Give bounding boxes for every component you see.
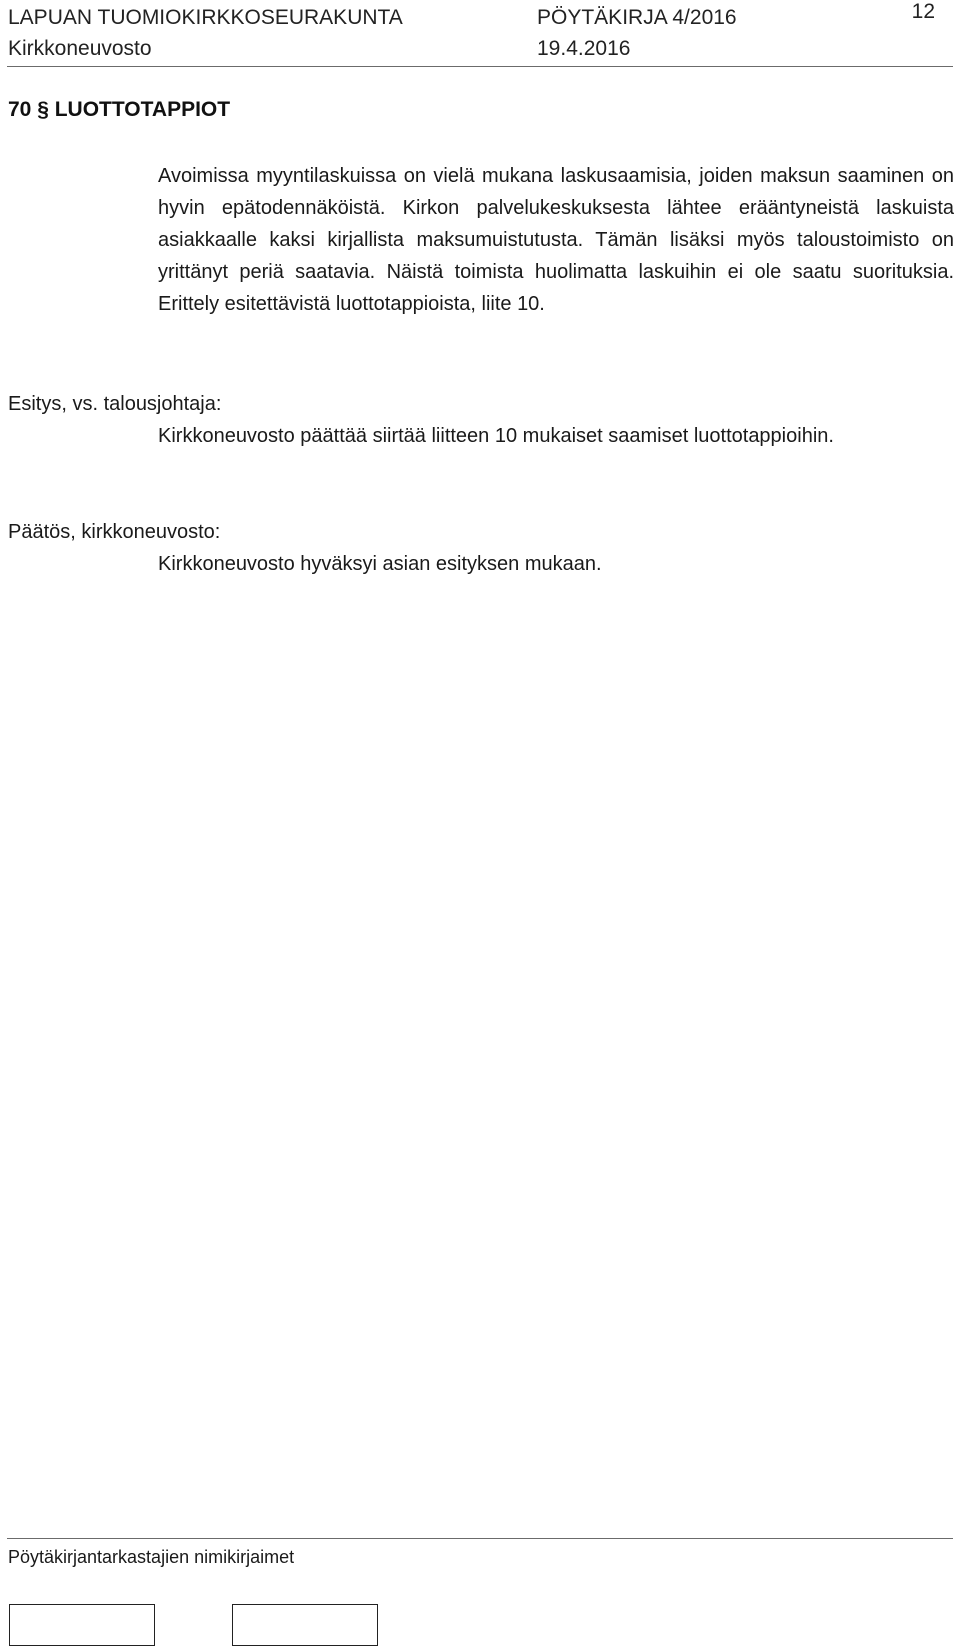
intro-paragraph: Avoimissa myyntilaskuissa on vielä mukana laskusaamisia, joiden maksun saaminen on hyvin epätodennäköistä. Kirkon palvelukeskuksesta lähtee erääntyneistä laskuista asiakkaalle kaksi kirjallista maksumuistutusta. Tämän lisäksi myös taloustoimisto on yrittänyt periä saatavia. Näistä toimista huolimatta laskuihin ei ole saatu suorituksia. Erittely esitettävistä luottotappioista, liite 10. bbox=[158, 165, 954, 315]
document-id: PÖYTÄKIRJA 4/2016 bbox=[537, 6, 737, 29]
organization-name: LAPUAN TUOMIOKIRKKOSEURAKUNTA bbox=[8, 6, 403, 29]
proposal-label: Esitys, vs. talousjohtaja: bbox=[8, 393, 222, 415]
page-number: 12 bbox=[911, 0, 935, 23]
proposal-paragraph: Kirkkoneuvosto päättää siirtää liitteen 10 mukaiset saamiset luottotappioihin. bbox=[158, 425, 834, 447]
document-date: 19.4.2016 bbox=[537, 37, 631, 60]
initials-label: Pöytäkirjantarkastajien nimikirjaimet bbox=[8, 1547, 295, 1567]
section-heading: 70 § LUOTTOTAPPIOT bbox=[8, 98, 231, 121]
initials-box-2 bbox=[232, 1604, 378, 1646]
committee-name: Kirkkoneuvosto bbox=[8, 37, 152, 60]
decision-paragraph: Kirkkoneuvosto hyväksyi asian esityksen mukaan. bbox=[158, 553, 602, 575]
page-header bbox=[7, 0, 953, 67]
decision-label: Päätös, kirkkoneuvosto: bbox=[8, 521, 221, 543]
footer-divider bbox=[7, 1538, 953, 1539]
initials-box-1 bbox=[9, 1604, 155, 1646]
